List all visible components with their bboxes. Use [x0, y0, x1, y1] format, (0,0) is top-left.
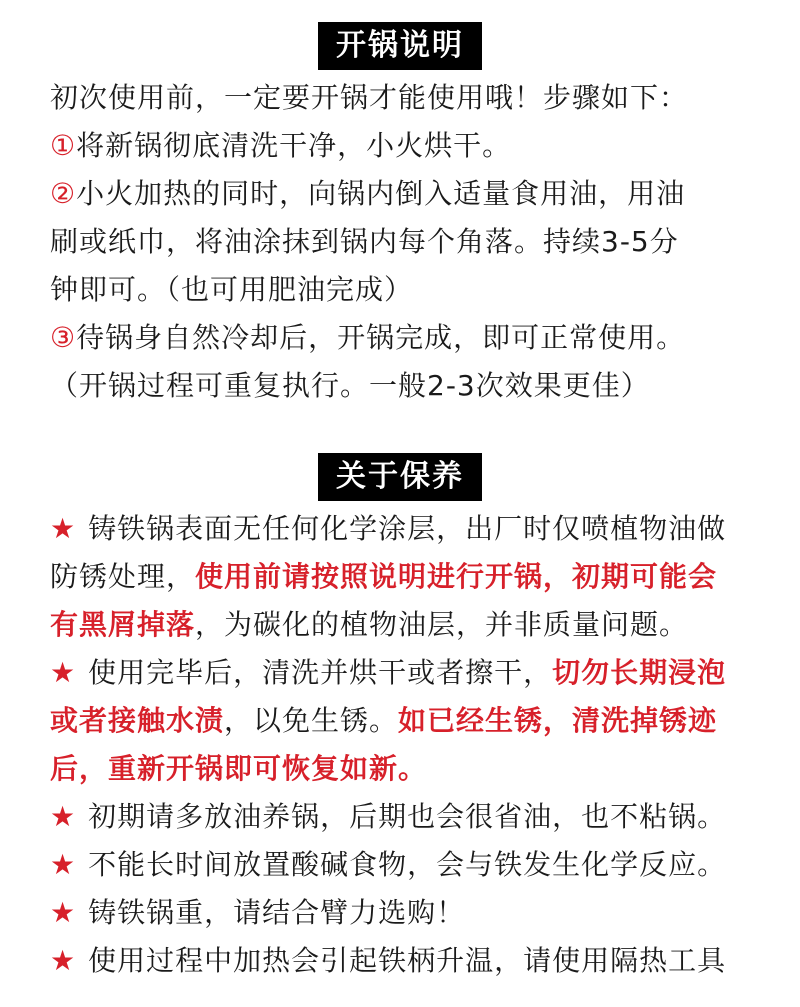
star-icon: ★ — [50, 800, 77, 833]
step-number: ③ — [50, 321, 77, 354]
item-3: ★ 初期请多放油养锅，后期也会很省油，也不粘锅。 — [50, 800, 727, 833]
star-icon: ★ — [50, 896, 77, 929]
section-heading-open-pan — [0, 22, 800, 70]
heading-text: 开锅说明 — [318, 22, 482, 70]
item-2-line-3: 后，重新开锅即可恢复如新。 — [50, 752, 428, 785]
note-line: （开锅过程可重复执行。一般2-3次效果更佳） — [50, 369, 650, 402]
section-heading-maintenance — [0, 453, 800, 501]
step-number: ① — [50, 129, 77, 162]
heading-text: 关于保养 — [318, 453, 482, 501]
star-icon: ★ — [50, 656, 77, 689]
item-6: ★ 使用过程中加热会引起铁柄升温，请使用隔热工具 — [50, 944, 727, 977]
intro-line: 初次使用前，一定要开锅才能使用哦！步骤如下： — [50, 81, 689, 114]
step-3: ③待锅身自然冷却后，开锅完成，即可正常使用。 — [50, 321, 686, 354]
star-icon: ★ — [50, 848, 77, 881]
step-number: ② — [50, 177, 77, 210]
item-2-line-1: ★ 使用完毕后，清洗并烘干或者擦干，切勿长期浸泡 — [50, 656, 727, 689]
open-pan-instructions — [50, 74, 760, 410]
item-5: ★ 铸铁锅重，请结合臂力选购！ — [50, 896, 466, 929]
item-4: ★ 不能长时间放置酸碱食物，会与铁发生化学反应。 — [50, 848, 727, 881]
step-2-line-3: 钟即可。（也可用肥油完成） — [50, 273, 414, 306]
item-2-line-2: 或者接触水渍，以免生锈。如已经生锈，清洗掉锈迹 — [50, 704, 718, 737]
star-icon: ★ — [50, 512, 77, 545]
item-1-line-3: 有黑屑掉落，为碳化的植物油层，并非质量问题。 — [50, 608, 689, 641]
step-2-line-2: 刷或纸巾，将油涂抹到锅内每个角落。持续3-5分 — [50, 225, 679, 258]
step-2-line-1: ②小火加热的同时，向锅内倒入适量食用油，用油 — [50, 177, 686, 210]
step-1: ①将新锅彻底清洗干净，小火烘干。 — [50, 129, 512, 162]
item-1-line-2: 防锈处理，使用前请按照说明进行开锅，初期可能会 — [50, 560, 718, 593]
star-icon: ★ — [50, 944, 77, 977]
item-1-line-1: ★ 铸铁锅表面无任何化学涂层，出厂时仅喷植物油做 — [50, 512, 727, 545]
maintenance-notes — [50, 505, 760, 985]
